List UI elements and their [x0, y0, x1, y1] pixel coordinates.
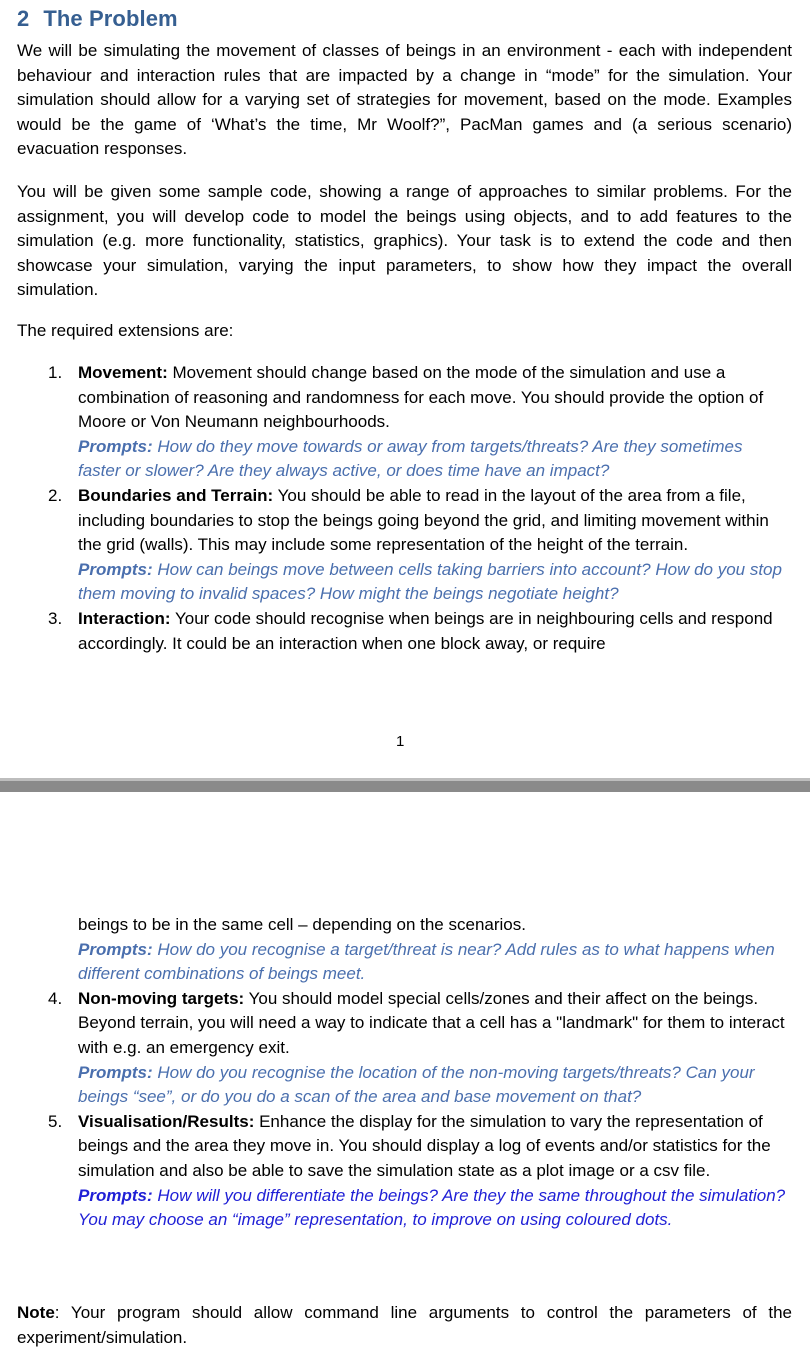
item-prompt [78, 1186, 785, 1230]
note-paragraph [17, 1301, 792, 1350]
prompt-label: Prompts: [78, 939, 153, 959]
list-item-visualisation [0, 1110, 810, 1233]
prompt-label: Prompts: [78, 1185, 153, 1205]
prompt-text: How do you recognise the location of the non-moving targets/threats? Can your beings “see”, or do you do a scan of the area and base movement on that? [78, 1062, 755, 1107]
prompt-text: How can beings move between cells taking barriers into account? How do you stop them moving to invalid spaces? How might the beings negotiate height? [78, 559, 782, 604]
section-number: 2 [17, 6, 30, 31]
item-text: Your code should recognise when beings are in neighbouring cells and respond accordingly. It could be an interaction when one block away, or require [78, 608, 773, 653]
prompt-label: Prompts: [78, 1062, 153, 1082]
page-break-divider [0, 778, 810, 792]
item-text: Enhance the display for the simulation to vary the representation of beings and the area they move in. You should display a log of events and/or statistics for the simulation and also be able to save the simulation state as a plot image or a csv file. [78, 1111, 771, 1180]
note-text: : Your program should allow command line arguments to control the parameters of the experiment/simulation. [17, 1303, 792, 1347]
item-lead: Boundaries and Terrain: [78, 485, 274, 505]
extensions-intro: The required extensions are: [17, 321, 234, 340]
item-prompt [78, 437, 743, 481]
list-item-movement [0, 361, 810, 484]
item-text: Movement should change based on the mode of the simulation and use a combination of reasoning and randomness for each move. You should provide the option of Moore or Von Neumann neighbourhoods. [78, 363, 764, 432]
list-marker: 2. [48, 485, 63, 505]
item-text-continued: beings to be in the same cell – depending on the scenarios. [78, 915, 526, 934]
item-lead: Visualisation/Results: [78, 1111, 255, 1131]
section-heading [17, 6, 178, 32]
prompt-text: How do they move towards or away from targets/threats? Are they sometimes faster or slower? Are they always active, or does time have an impact? [78, 436, 743, 481]
extensions-list-page-1 [0, 361, 810, 656]
prompt-text: How will you differentiate the beings? Are they the same throughout the simulation? You may choose an “image” representation, to improve on using coloured dots. [78, 1185, 786, 1230]
page-number: 1 [396, 733, 405, 750]
item-prompt [78, 1063, 755, 1107]
list-marker: 1. [48, 363, 63, 382]
list-item-non-moving-targets [0, 987, 810, 1110]
item-text: You should be able to read in the layout of the area from a file, including boundaries to stop the beings going beyond the grid, and limiting movement within the grid (walls). This may include some representation of the height of the terrain. [78, 485, 769, 555]
item-lead: Interaction: [78, 608, 171, 628]
intro-paragraph-1: We will be simulating the movement of classes of beings in an environment - each with independent behaviour and interaction rules that are impacted by a change in “mode” for the simulation. Your simulation should allow for a varying set of strategies for movement, based on the mode. Examples would be the game of ‘What’s the time, Mr Woolf?”, PacMan games and (a serious scenario) evacuation responses. [17, 41, 792, 158]
note-label: Note [17, 1303, 55, 1322]
list-marker: 5. [48, 1111, 63, 1131]
list-item-boundaries [0, 484, 810, 607]
list-item-interaction [0, 607, 810, 656]
item-lead: Non-moving targets: [78, 988, 245, 1008]
list-marker: 3. [48, 608, 63, 628]
item-prompt [78, 560, 782, 604]
prompt-label: Prompts: [78, 559, 153, 579]
list-item-interaction-continued [0, 913, 810, 987]
item-text: You should model special cells/zones and their affect on the beings. Beyond terrain, you will need a way to indicate that a cell has a "landmark" for them to interact with e.g. an emergency exit. [78, 988, 785, 1057]
intro-paragraph-2: You will be given some sample code, showing a range of approaches to similar problems. For the assignment, you will develop code to model the beings using objects, and to add features to the simulation (e.g. more functionality, statistics, graphics). Your task is to extend the code and then showcase your simulation, varying the input parameters, to show how they impact the overall simulation. [17, 182, 792, 299]
item-lead: Movement: [78, 363, 168, 382]
list-marker: 4. [48, 988, 63, 1008]
prompt-text: How do you recognise a target/threat is near? Add rules as to what happens when different combinations of beings meet. [78, 939, 775, 984]
item-prompt [78, 940, 775, 984]
extensions-list-page-2 [0, 913, 810, 1233]
section-title: The Problem [43, 6, 178, 31]
prompt-label: Prompts: [78, 436, 153, 456]
